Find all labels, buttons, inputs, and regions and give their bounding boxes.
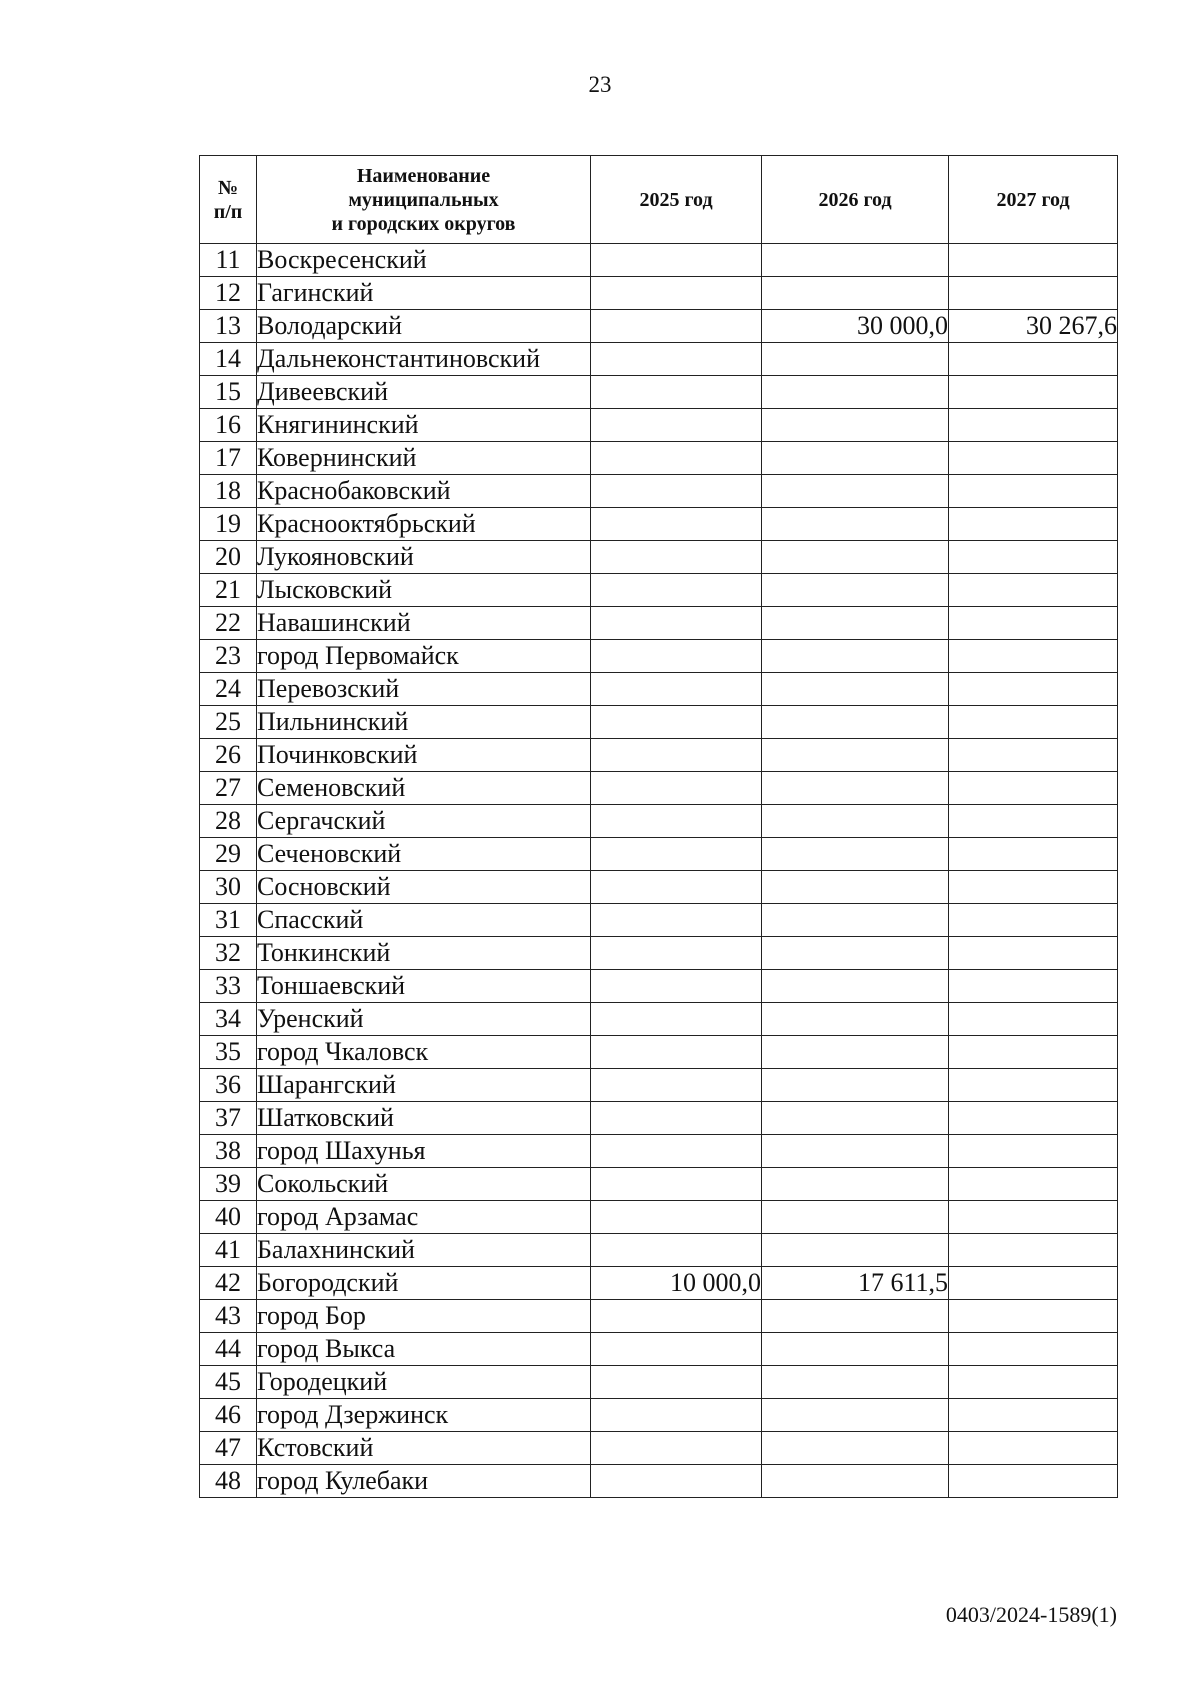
- row-value-2027: [949, 277, 1118, 310]
- row-number: 31: [200, 904, 257, 937]
- row-value-2025: [591, 1135, 762, 1168]
- row-number: 17: [200, 442, 257, 475]
- row-value-2026: [762, 1168, 949, 1201]
- row-value-2025: [591, 574, 762, 607]
- row-value-2027: [949, 871, 1118, 904]
- row-value-2026: [762, 805, 949, 838]
- row-value-2025: [591, 1465, 762, 1498]
- row-value-2026: [762, 1036, 949, 1069]
- row-number: 13: [200, 310, 257, 343]
- row-name: Краснобаковский: [257, 475, 591, 508]
- table-row: [200, 1234, 1118, 1267]
- row-number: 11: [200, 244, 257, 277]
- table-row: [200, 1333, 1118, 1366]
- table-row: [200, 1135, 1118, 1168]
- row-value-2026: [762, 607, 949, 640]
- row-value-2025: [591, 1399, 762, 1432]
- row-value-2026: [762, 343, 949, 376]
- row-number: 39: [200, 1168, 257, 1201]
- row-value-2025: [591, 409, 762, 442]
- row-name: Дальнеконстантиновский: [257, 343, 591, 376]
- row-value-2026: [762, 772, 949, 805]
- row-name: Семеновский: [257, 772, 591, 805]
- row-name: Шатковский: [257, 1102, 591, 1135]
- row-name: Балахнинский: [257, 1234, 591, 1267]
- row-value-2025: [591, 1069, 762, 1102]
- table-row: [200, 805, 1118, 838]
- row-value-2026: [762, 574, 949, 607]
- header-2026-label: 2026 год: [818, 188, 892, 211]
- row-number: 21: [200, 574, 257, 607]
- row-name: город Шахунья: [257, 1135, 591, 1168]
- row-value-2025: [591, 244, 762, 277]
- row-value-2027: [949, 706, 1118, 739]
- row-value-2025: [591, 475, 762, 508]
- row-value-2027: [949, 574, 1118, 607]
- header-2027: [949, 156, 1118, 244]
- row-number: 18: [200, 475, 257, 508]
- row-name: город Выкса: [257, 1333, 591, 1366]
- row-value-2025: [591, 310, 762, 343]
- row-value-2026: [762, 1465, 949, 1498]
- row-name: Сергачский: [257, 805, 591, 838]
- row-value-2026: [762, 1234, 949, 1267]
- row-number: 33: [200, 970, 257, 1003]
- row-number: 26: [200, 739, 257, 772]
- document-id: 0403/2024-1589(1): [945, 1602, 1117, 1627]
- row-value-2027: 30 267,6: [949, 310, 1118, 343]
- row-value-2025: [591, 673, 762, 706]
- row-value-2025: [591, 1333, 762, 1366]
- row-name: Краснооктябрьский: [257, 508, 591, 541]
- table-row: [200, 343, 1118, 376]
- row-value-2027: [949, 541, 1118, 574]
- row-value-2026: [762, 409, 949, 442]
- row-number: 12: [200, 277, 257, 310]
- row-value-2027: [949, 673, 1118, 706]
- row-number: 46: [200, 1399, 257, 1432]
- row-value-2025: [591, 805, 762, 838]
- table-row: [200, 1036, 1118, 1069]
- row-name: город Чкаловск: [257, 1036, 591, 1069]
- row-value-2026: [762, 1003, 949, 1036]
- table-row: [200, 409, 1118, 442]
- row-number: 22: [200, 607, 257, 640]
- row-value-2025: [591, 871, 762, 904]
- row-value-2027: [949, 904, 1118, 937]
- row-value-2027: [949, 1366, 1118, 1399]
- table-row: [200, 1432, 1118, 1465]
- row-name: Спасский: [257, 904, 591, 937]
- row-name: Сокольский: [257, 1168, 591, 1201]
- row-value-2026: [762, 1135, 949, 1168]
- row-name: Княгининский: [257, 409, 591, 442]
- row-value-2026: [762, 244, 949, 277]
- row-value-2027: [949, 739, 1118, 772]
- row-value-2026: [762, 706, 949, 739]
- row-value-2025: [591, 970, 762, 1003]
- row-name: Воскресенский: [257, 244, 591, 277]
- row-number: 36: [200, 1069, 257, 1102]
- row-value-2026: [762, 1300, 949, 1333]
- row-value-2026: [762, 1366, 949, 1399]
- row-value-2027: [949, 1135, 1118, 1168]
- row-value-2026: [762, 937, 949, 970]
- row-value-2027: [949, 640, 1118, 673]
- table-row: [200, 706, 1118, 739]
- row-name: Дивеевский: [257, 376, 591, 409]
- row-value-2025: [591, 607, 762, 640]
- row-value-2027: [949, 772, 1118, 805]
- row-value-2027: [949, 442, 1118, 475]
- row-value-2026: [762, 541, 949, 574]
- row-value-2026: 30 000,0: [762, 310, 949, 343]
- table-row: [200, 970, 1118, 1003]
- row-value-2025: [591, 442, 762, 475]
- budget-table: [199, 155, 1118, 1498]
- row-value-2026: [762, 442, 949, 475]
- row-value-2027: [949, 1465, 1118, 1498]
- table-row: [200, 1102, 1118, 1135]
- row-value-2027: [949, 1399, 1118, 1432]
- row-number: 16: [200, 409, 257, 442]
- row-value-2025: [591, 706, 762, 739]
- table-row: [200, 1201, 1118, 1234]
- row-number: 29: [200, 838, 257, 871]
- table-row: [200, 640, 1118, 673]
- row-value-2025: [591, 1432, 762, 1465]
- row-value-2026: [762, 1399, 949, 1432]
- row-value-2026: [762, 475, 949, 508]
- row-number: 23: [200, 640, 257, 673]
- page-number: 23: [588, 72, 612, 97]
- row-value-2026: [762, 1432, 949, 1465]
- row-value-2027: [949, 409, 1118, 442]
- row-value-2027: [949, 1300, 1118, 1333]
- row-name: Починковский: [257, 739, 591, 772]
- row-value-2027: [949, 1036, 1118, 1069]
- row-value-2025: [591, 376, 762, 409]
- row-value-2025: [591, 1102, 762, 1135]
- table-row: [200, 1366, 1118, 1399]
- row-value-2027: [949, 1168, 1118, 1201]
- row-value-2025: [591, 1234, 762, 1267]
- row-number: 43: [200, 1300, 257, 1333]
- row-value-2026: 17 611,5: [762, 1267, 949, 1300]
- row-number: 42: [200, 1267, 257, 1300]
- row-value-2026: [762, 739, 949, 772]
- row-name: город Бор: [257, 1300, 591, 1333]
- table-row: [200, 277, 1118, 310]
- row-value-2026: [762, 640, 949, 673]
- row-number: 24: [200, 673, 257, 706]
- row-value-2025: [591, 772, 762, 805]
- table-row: [200, 475, 1118, 508]
- row-value-2027: [949, 1201, 1118, 1234]
- table-row: [200, 1069, 1118, 1102]
- header-num: [200, 156, 257, 244]
- row-name: Тоншаевский: [257, 970, 591, 1003]
- table-row: [200, 871, 1118, 904]
- row-number: 20: [200, 541, 257, 574]
- table-row: [200, 442, 1118, 475]
- table-row: [200, 574, 1118, 607]
- row-value-2026: [762, 1069, 949, 1102]
- header-num-label: № п/п: [213, 176, 243, 223]
- row-number: 40: [200, 1201, 257, 1234]
- table-body: [200, 244, 1118, 1498]
- row-number: 25: [200, 706, 257, 739]
- row-name: Гагинский: [257, 277, 591, 310]
- table-row: [200, 838, 1118, 871]
- row-value-2025: [591, 739, 762, 772]
- table-row: [200, 1003, 1118, 1036]
- table-row: [200, 376, 1118, 409]
- row-value-2025: [591, 1300, 762, 1333]
- row-number: 19: [200, 508, 257, 541]
- row-value-2026: [762, 376, 949, 409]
- row-value-2027: [949, 343, 1118, 376]
- table-row: [200, 772, 1118, 805]
- row-name: Лукояновский: [257, 541, 591, 574]
- header-2027-label: 2027 год: [996, 188, 1070, 211]
- row-value-2026: [762, 838, 949, 871]
- table-row: [200, 310, 1118, 343]
- table-row: [200, 673, 1118, 706]
- row-name: Сеченовский: [257, 838, 591, 871]
- row-value-2025: [591, 640, 762, 673]
- header-2025-label: 2025 год: [639, 188, 713, 211]
- row-name: город Кулебаки: [257, 1465, 591, 1498]
- row-value-2026: [762, 1201, 949, 1234]
- table-header-row: [200, 156, 1118, 244]
- row-number: 45: [200, 1366, 257, 1399]
- table-row: [200, 1399, 1118, 1432]
- row-name: Перевозский: [257, 673, 591, 706]
- row-name: Уренский: [257, 1003, 591, 1036]
- row-value-2027: [949, 1333, 1118, 1366]
- row-number: 27: [200, 772, 257, 805]
- table-row: [200, 904, 1118, 937]
- row-value-2025: [591, 343, 762, 376]
- row-value-2026: [762, 1333, 949, 1366]
- row-value-2025: [591, 541, 762, 574]
- row-value-2026: [762, 508, 949, 541]
- row-value-2027: [949, 376, 1118, 409]
- row-value-2026: [762, 871, 949, 904]
- row-value-2027: [949, 805, 1118, 838]
- row-number: 30: [200, 871, 257, 904]
- header-2025: [591, 156, 762, 244]
- table-row: [200, 508, 1118, 541]
- row-value-2025: [591, 838, 762, 871]
- row-name: город Дзержинск: [257, 1399, 591, 1432]
- row-name: Сосновский: [257, 871, 591, 904]
- table-row: [200, 244, 1118, 277]
- row-value-2027: [949, 1234, 1118, 1267]
- row-value-2026: [762, 277, 949, 310]
- row-number: 37: [200, 1102, 257, 1135]
- row-value-2026: [762, 970, 949, 1003]
- row-name: Володарский: [257, 310, 591, 343]
- table-row: [200, 739, 1118, 772]
- header-name-label: Наименование муниципальных и городских округов: [331, 164, 516, 235]
- row-number: 34: [200, 1003, 257, 1036]
- table-row: [200, 937, 1118, 970]
- row-name: Кстовский: [257, 1432, 591, 1465]
- row-value-2025: [591, 1003, 762, 1036]
- row-value-2025: [591, 904, 762, 937]
- table-row: [200, 607, 1118, 640]
- row-value-2027: [949, 937, 1118, 970]
- row-value-2027: [949, 475, 1118, 508]
- row-value-2027: [949, 970, 1118, 1003]
- row-name: Тонкинский: [257, 937, 591, 970]
- row-value-2027: [949, 838, 1118, 871]
- row-number: 48: [200, 1465, 257, 1498]
- row-value-2025: [591, 508, 762, 541]
- row-value-2027: [949, 1003, 1118, 1036]
- row-value-2026: [762, 1102, 949, 1135]
- row-number: 44: [200, 1333, 257, 1366]
- table-row: [200, 1168, 1118, 1201]
- row-value-2025: [591, 1201, 762, 1234]
- header-2026: [762, 156, 949, 244]
- table-row: [200, 1465, 1118, 1498]
- row-number: 38: [200, 1135, 257, 1168]
- row-value-2027: [949, 244, 1118, 277]
- table-row: [200, 1300, 1118, 1333]
- row-value-2025: [591, 937, 762, 970]
- row-number: 35: [200, 1036, 257, 1069]
- row-number: 14: [200, 343, 257, 376]
- row-name: Городецкий: [257, 1366, 591, 1399]
- row-name: Навашинский: [257, 607, 591, 640]
- row-value-2025: 10 000,0: [591, 1267, 762, 1300]
- row-value-2027: [949, 1102, 1118, 1135]
- row-value-2027: [949, 1069, 1118, 1102]
- row-value-2025: [591, 1168, 762, 1201]
- row-value-2025: [591, 1366, 762, 1399]
- table-row: [200, 541, 1118, 574]
- row-value-2025: [591, 1036, 762, 1069]
- row-number: 28: [200, 805, 257, 838]
- row-value-2027: [949, 1267, 1118, 1300]
- row-value-2027: [949, 508, 1118, 541]
- row-name: город Первомайск: [257, 640, 591, 673]
- row-name: Богородский: [257, 1267, 591, 1300]
- row-name: город Арзамас: [257, 1201, 591, 1234]
- row-value-2027: [949, 1432, 1118, 1465]
- row-value-2026: [762, 904, 949, 937]
- row-number: 32: [200, 937, 257, 970]
- row-name: Ковернинский: [257, 442, 591, 475]
- row-number: 47: [200, 1432, 257, 1465]
- row-name: Пильнинский: [257, 706, 591, 739]
- row-value-2027: [949, 607, 1118, 640]
- row-value-2026: [762, 673, 949, 706]
- row-name: Шарангский: [257, 1069, 591, 1102]
- row-number: 15: [200, 376, 257, 409]
- header-name: [257, 156, 591, 244]
- row-number: 41: [200, 1234, 257, 1267]
- row-name: Лысковский: [257, 574, 591, 607]
- row-value-2025: [591, 277, 762, 310]
- table-row: [200, 1267, 1118, 1300]
